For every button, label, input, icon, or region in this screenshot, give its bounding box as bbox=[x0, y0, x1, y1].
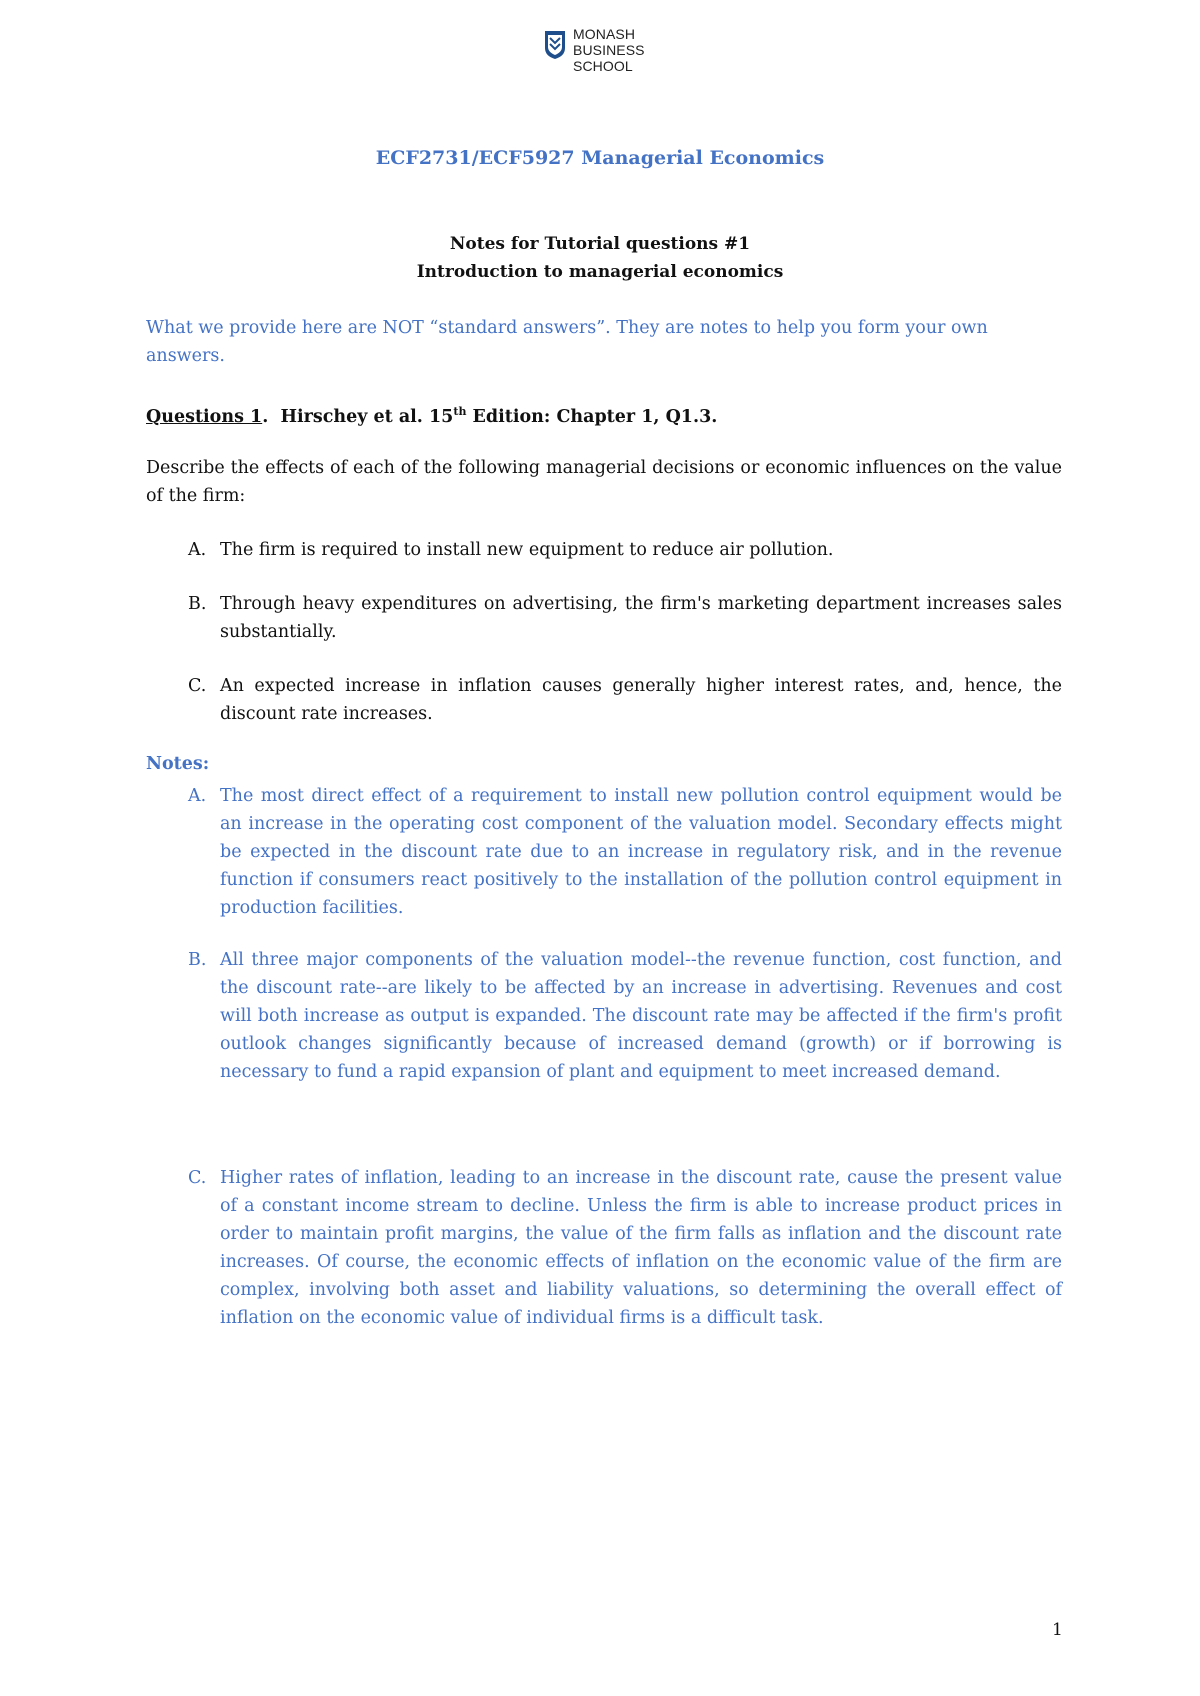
item-label: C. bbox=[188, 676, 207, 696]
logo-line-3: SCHOOL bbox=[573, 58, 633, 74]
note-item-a bbox=[146, 782, 1062, 922]
question-source-rest: Edition: Chapter 1, Q1.3. bbox=[466, 406, 718, 427]
question-source: Hirschey et al. 15 bbox=[280, 406, 454, 427]
note-text: Higher rates of inflation, leading to an increase in the discount rate, cause the present value of a constant income stream to decline. Unless the firm is able to increase product prices in order to maintain profit margins, the value of the firm falls as inflation and the discount rate increases. Of course, the economic effects of inflation on the economic value of the firm are complex, involving both asset and liability valuations, so determining the overall effect of inflation on the economic value of individual firms is a difficult task. bbox=[220, 1168, 1062, 1328]
monash-business-school-logo bbox=[544, 26, 645, 74]
monash-shield-icon bbox=[544, 30, 566, 60]
question-label: Questions 1 bbox=[146, 406, 263, 427]
note-label: C. bbox=[188, 1168, 207, 1188]
notes-label: Notes: bbox=[146, 754, 210, 774]
question-item-c bbox=[146, 672, 1062, 728]
item-text: Through heavy expenditures on advertising, the firm's marketing department increases sales substantially. bbox=[220, 594, 1062, 642]
question-label-suffix: . bbox=[262, 406, 269, 427]
logo-wordmark bbox=[573, 26, 645, 74]
note-item-c bbox=[146, 1164, 1062, 1332]
item-text: An expected increase in inflation causes generally higher interest rates, and, hence, the discount rate increases. bbox=[220, 676, 1062, 724]
note-text: All three major components of the valuation model--the revenue function, cost function, and the discount rate--are likely to be affected by an increase in advertising. Revenues and cost will both increase as output is expanded. The discount rate may be affected if the firm's profit outlook changes significantly because of increased demand (growth) or if borrowing is necessary to fund a rapid expansion of plant and equipment to meet increased demand. bbox=[220, 950, 1062, 1082]
intro-paragraph: What we provide here are NOT “standard answers”. They are notes to help you form your own answers. bbox=[146, 318, 988, 366]
note-label: A. bbox=[188, 786, 207, 806]
question-sup: th bbox=[453, 405, 467, 418]
logo-line-1: MONASH bbox=[573, 26, 636, 42]
logo-line-2: BUSINESS bbox=[573, 42, 645, 58]
document-heading: Notes for Tutorial questions #1 bbox=[449, 234, 751, 254]
note-item-b bbox=[146, 946, 1062, 1086]
question-heading bbox=[146, 398, 1062, 431]
item-text: The firm is required to install new equipment to reduce air pollution. bbox=[220, 540, 834, 560]
page-number: 1 bbox=[1052, 1620, 1063, 1640]
question-item-b bbox=[146, 590, 1062, 646]
item-label: B. bbox=[188, 594, 207, 614]
note-text: The most direct effect of a requirement to install new pollution control equipment would be an increase in the operating cost component of the valuation model. Secondary effects might be expected in the discount rate due to an increase in regulatory risk, and in the revenue function if consumers react positively to the installation of the pollution control equipment in production facilities. bbox=[220, 786, 1062, 918]
course-title: ECF2731/ECF5927 Managerial Economics bbox=[375, 147, 825, 169]
question-item-a bbox=[146, 536, 1062, 564]
note-label: B. bbox=[188, 950, 207, 970]
item-label: A. bbox=[188, 540, 207, 560]
document-subheading: Introduction to managerial economics bbox=[416, 262, 784, 282]
question-prompt: Describe the effects of each of the following managerial decisions or economic influences on the value of the firm: bbox=[146, 458, 1062, 506]
